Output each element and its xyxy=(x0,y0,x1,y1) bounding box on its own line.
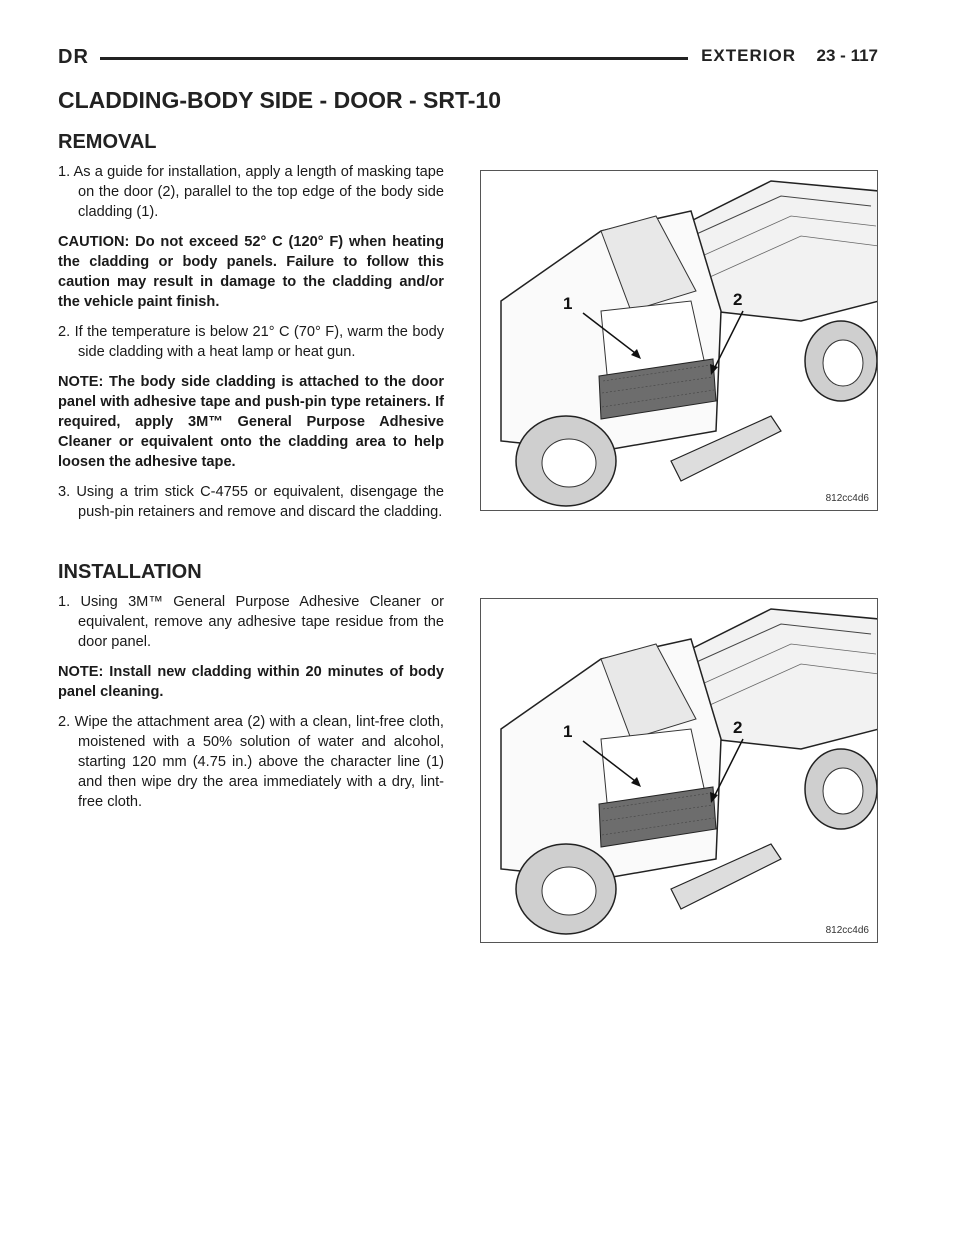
header-rule xyxy=(100,57,688,60)
figure-id: 812cc4d6 xyxy=(825,493,869,504)
removal-step-3: 3. Using a trim stick C-4755 or equivalent, disengage the push-pin retainers and remove and discard the cladding. xyxy=(58,484,444,520)
removal-figure xyxy=(480,170,878,511)
removal-body xyxy=(58,162,444,522)
page-title: CLADDING-BODY SIDE - DOOR - SRT-10 xyxy=(58,87,501,113)
installation-step-2: 2. Wipe the attachment area (2) with a clean, lint-free cloth, moistened with a 50% solution of water and alcohol, starting 120 mm (4.75 in.) above the character line (1) and then wipe dry the area immediately with a dry, lint-free cloth. xyxy=(58,714,444,810)
removal-step-2: 2. If the temperature is below 21° C (70° F), warm the body side cladding with a heat lamp or heat gun. xyxy=(58,324,444,360)
removal-caution: CAUTION: Do not exceed 52° C (120° F) when heating the cladding or body panels. Failure to follow this caution may result in damage to the cladding and/or the vehicle paint finish. xyxy=(58,234,444,310)
installation-heading: INSTALLATION xyxy=(58,561,202,583)
figure-callout-1: 1 xyxy=(563,294,573,313)
figure-callout-1: 1 xyxy=(563,722,573,741)
removal-note: NOTE: The body side cladding is attached to the door panel with adhesive tape and push-pin type retainers. If required, apply 3M™ General Purpose Adhesive Cleaner or equivalent onto the cladding area to help loosen the adhesive tape. xyxy=(58,374,444,470)
figure-callout-2: 2 xyxy=(733,718,743,737)
header-model: DR xyxy=(58,46,89,68)
installation-step-1: 1. Using 3M™ General Purpose Adhesive Cleaner or equivalent, remove any adhesive tape residue from the door panel. xyxy=(58,594,444,650)
removal-step-1: 1. As a guide for installation, apply a length of masking tape on the door (2), parallel to the top edge of the body side cladding (1). xyxy=(58,164,444,220)
installation-figure xyxy=(480,598,878,943)
figure-callout-2: 2 xyxy=(733,290,743,309)
header-section: EXTERIOR xyxy=(701,46,796,65)
figure-id: 812cc4d6 xyxy=(825,925,869,936)
installation-note: NOTE: Install new cladding within 20 minutes of body panel cleaning. xyxy=(58,664,444,700)
header-page-number: 23 - 117 xyxy=(816,46,878,65)
truck-door-illustration xyxy=(481,171,878,511)
page-header xyxy=(58,46,878,70)
truck-door-illustration xyxy=(481,599,878,943)
installation-body xyxy=(58,592,444,812)
removal-heading: REMOVAL xyxy=(58,131,157,153)
